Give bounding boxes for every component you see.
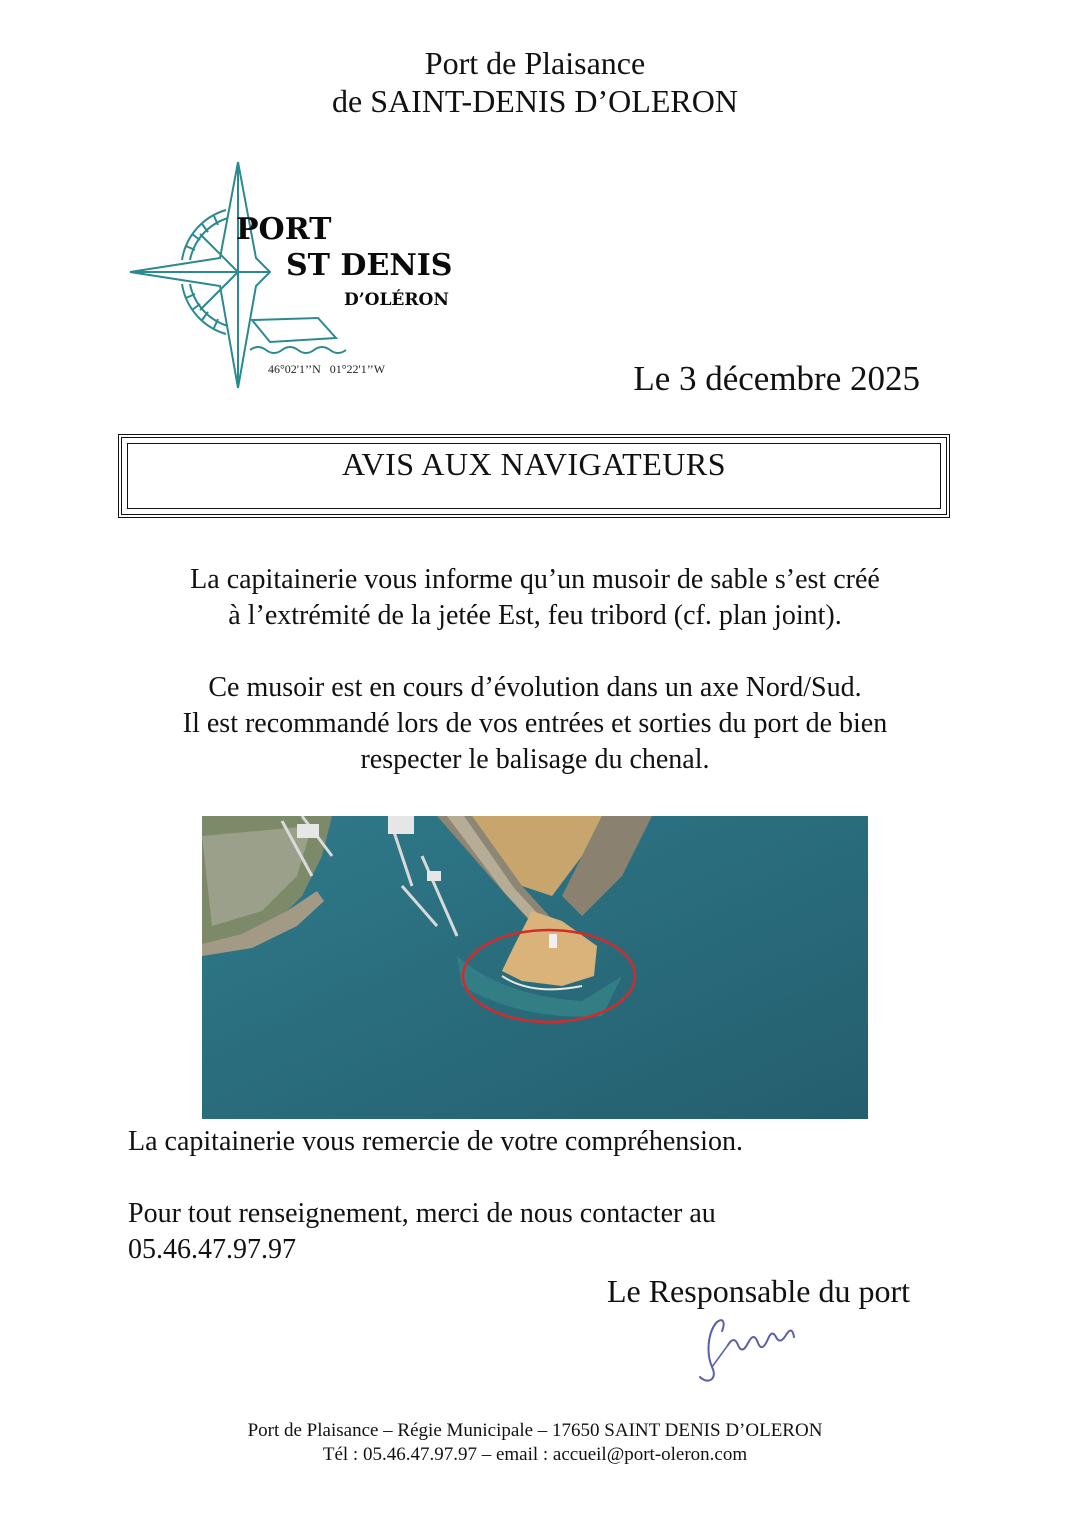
signatory-title: Le Responsable du port [606, 1273, 910, 1309]
contact-phone: 05.46.47.97.97 [128, 1234, 296, 1265]
document-date: Le 3 décembre 2025 [633, 359, 920, 398]
notice-title: AVIS AUX NAVIGATEURS [342, 446, 726, 482]
logo-coordinates: 46°02'1’’N 01°22'1’’W [268, 362, 386, 376]
logo-port: PORT [236, 212, 332, 247]
handwritten-signature [688, 1305, 808, 1387]
contact-text: Pour tout renseignement, merci de nous contacter au [128, 1198, 716, 1229]
footer-contact: Tél : 05.46.47.97.97 – email : accueil@port-oleron.com [322, 1444, 748, 1465]
body-para1-line1: La capitainerie vous informe qu’un musoir de sable s’est créé [190, 564, 880, 595]
logo-oleron: D’OLÉRON [344, 290, 449, 310]
body-para2-line1: Ce musoir est en cours d’évolution dans un axe Nord/Sud. [208, 672, 862, 703]
port-logo [120, 150, 460, 400]
body-para2-line2: Il est recommandé lors de vos entrées et sorties du port de bien [182, 708, 888, 739]
harbor-aerial-image [202, 816, 868, 1119]
header-title: Port de Plaisance [424, 45, 646, 81]
body-para1-line2: à l’extrémité de la jetée Est, feu tribord (cf. plan joint). [228, 600, 842, 631]
logo-st-denis: ST DENIS [286, 248, 453, 283]
aerial-photo [202, 816, 868, 1119]
body-para2-line3: respecter le balisage du chenal. [360, 744, 710, 775]
signature-scribble [688, 1305, 808, 1387]
footer-address: Port de Plaisance – Régie Municipale – 17650 SAINT DENIS D’OLERON [247, 1420, 823, 1441]
thanks-text: La capitainerie vous remercie de votre compréhension. [128, 1126, 743, 1157]
header-subtitle: de SAINT-DENIS D’OLERON [332, 83, 738, 119]
